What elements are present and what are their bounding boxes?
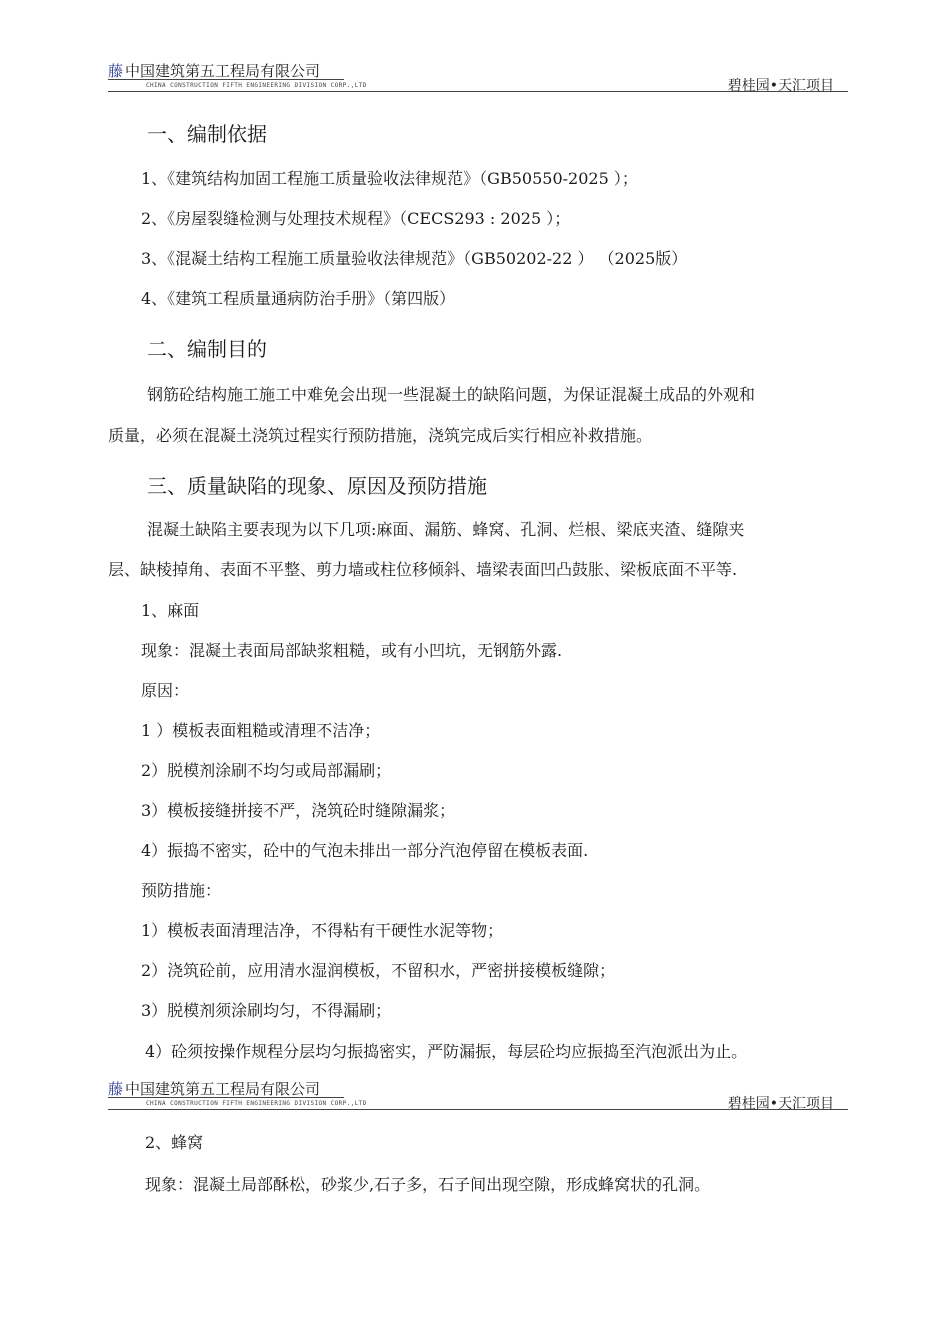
section-heading-purpose: 二、编制目的 [147,337,267,361]
basis-item: 1、《建筑结构加固工程施工质量验收法律规范》（GB50550-2025 ）； [141,169,638,188]
basis-item: 3、《混凝土结构工程施工质量验收法律规范》（GB50202-22 ） （2025版） [141,249,688,268]
basis-item: 4、《建筑工程质量通病防治手册》（第四版） [141,289,456,308]
pitting-phenomenon: 现象：混凝土表面局部缺浆粗糙，或有小凹坑，无钢筋外露. [141,641,563,660]
project-name: 碧桂园•天汇项目 [727,78,834,94]
purpose-paragraph-line: 钢筋砼结构施工施工中难免会出现一些混凝土的缺陷问题，为保证混凝土成品的外观和 [147,385,756,404]
pitting-cause-item: 1 ）模板表面粗糙或清理不洁净； [141,721,381,740]
page-header [108,1078,848,1112]
page-header [108,60,848,94]
pitting-prevention-label: 预防措施： [141,881,222,900]
basis-item: 2、《房屋裂缝检测与处理技术规程》（CECS293 : 2025 ）； [141,209,571,228]
subsection-title-pitting: 1、麻面 [141,601,200,620]
pitting-prevention-item: 2）浇筑砼前，应用清水湿润模板，不留积水，严密拼接模板缝隙； [141,961,616,980]
company-logo-icon: 藤 [108,1080,124,1098]
header-rule [108,1097,344,1098]
defects-intro-line: 层、缺棱掉角、表面不平整、剪力墙或柱位移倾斜、墙梁表面凹凸鼓胀、梁板底面不平等. [108,560,738,579]
pitting-prevention-item: 3）脱模剂须涂刷均匀，不得漏刷； [141,1001,392,1020]
project-name: 碧桂园•天汇项目 [727,1096,834,1112]
pitting-cause-item: 4）振捣不密实，砼中的气泡未排出一部分汽泡停留在模板表面. [141,841,589,860]
honeycomb-phenomenon: 现象：混凝土局部酥松，砂浆少,石子多，石子间出现空隙，形成蜂窝状的孔洞。 [145,1175,711,1194]
section-heading-basis: 一、编制依据 [147,122,267,146]
purpose-paragraph-line: 质量，必须在混凝土浇筑过程实行预防措施，浇筑完成后实行相应补救措施。 [108,426,653,445]
pitting-prevention-item: 4）砼须按操作规程分层均匀振捣密实，严防漏振，每层砼均应振捣至汽泡派出为止。 [145,1042,748,1061]
company-english-name: CHINA CONSTRUCTION FIFTH ENGINEERING DIVISION CORP.,LTD [146,1100,367,1107]
company-name: 中国建筑第五工程局有限公司 [125,1080,321,1098]
section-heading-defects: 三、质量缺陷的现象、原因及预防措施 [147,474,487,498]
company-logo-icon: 藤 [108,62,124,80]
company-name: 中国建筑第五工程局有限公司 [125,62,321,80]
pitting-cause-item: 3）模板接缝拼接不严，浇筑砼时缝隙漏浆； [141,801,456,820]
pitting-cause-item: 2）脱模剂涂刷不均匀或局部漏刷； [141,761,392,780]
company-english-name: CHINA CONSTRUCTION FIFTH ENGINEERING DIVISION CORP.,LTD [146,82,367,89]
pitting-prevention-item: 1）模板表面清理洁净，不得粘有干硬性水泥等物； [141,921,504,940]
defects-intro-line: 混凝土缺陷主要表现为以下几项:麻面、漏筋、蜂窝、孔洞、烂根、梁底夹渣、缝隙夹 [147,520,745,539]
subsection-title-honeycomb: 2、蜂窝 [145,1133,204,1152]
pitting-cause-label: 原因： [141,681,190,700]
header-rule [108,79,344,80]
